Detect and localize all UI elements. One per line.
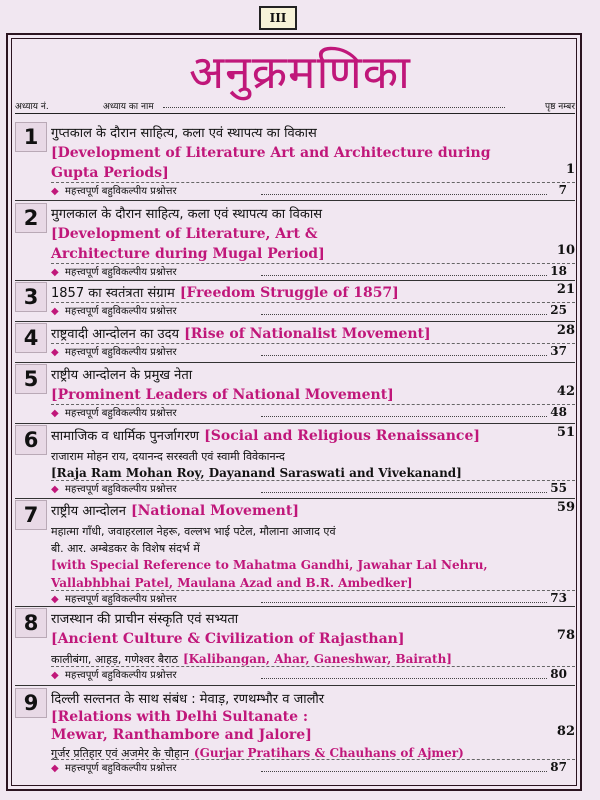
mcq-page: 25 bbox=[550, 303, 567, 317]
chapter-title-english: [Freedom Struggle of 1857] bbox=[179, 285, 399, 301]
subtopic-english: (Gurjar Pratihars & Chauhans of Ajmer) bbox=[193, 746, 464, 760]
divider bbox=[15, 321, 575, 322]
divider bbox=[15, 280, 575, 281]
chapter-title-hindi: गुप्तकाल के दौरान साहित्य, कला एवं स्थापत्य का विकास bbox=[51, 126, 317, 141]
column-header bbox=[15, 99, 575, 114]
chapter-page: 51 bbox=[556, 425, 575, 440]
subtopic-hindi: गुर्जर प्रतिहार एवं अजमेर के चौहान bbox=[51, 747, 189, 760]
header-chapter-no: अध्याय नं. bbox=[15, 102, 49, 112]
chapter-title-english: [Development of Literature, Art & bbox=[51, 226, 318, 242]
chapter-title-english: Mewar, Ranthambore and Jalore] bbox=[51, 727, 312, 743]
chapter-page: 42 bbox=[556, 384, 575, 399]
mcq-row[interactable] bbox=[51, 302, 575, 321]
mcq-page: 55 bbox=[550, 481, 567, 495]
chapter-title-hindi: राष्ट्रीय आन्दोलन bbox=[51, 504, 126, 519]
divider bbox=[15, 200, 575, 201]
diamond-bullet-icon: ◆ bbox=[51, 306, 59, 317]
diamond-bullet-icon: ◆ bbox=[51, 594, 59, 605]
mcq-label: महत्त्वपूर्ण बहुविकल्पीय प्रश्नोत्तर bbox=[65, 670, 177, 681]
chapter-title-hindi: राष्ट्रीय आन्दोलन के प्रमुख नेता bbox=[51, 368, 193, 383]
chapter-title-english: [Development of Literature Art and Architecture during bbox=[51, 145, 491, 161]
chapter-number: 2 bbox=[15, 203, 47, 233]
mcq-page: 87 bbox=[550, 760, 567, 774]
chapter-page: 1 bbox=[565, 162, 575, 177]
mcq-label: महत्त्वपूर्ण बहुविकल्पीय प्रश्नोत्तर bbox=[65, 186, 177, 197]
chapter-number: 1 bbox=[15, 122, 47, 152]
leader-dots bbox=[261, 416, 547, 417]
leader-dots bbox=[261, 771, 547, 772]
subtopic-hindi: बी. आर. अम्बेडकर के विशेष संदर्भ में bbox=[51, 542, 200, 555]
chapter-number: 8 bbox=[15, 608, 47, 638]
chapter-page: 59 bbox=[556, 500, 575, 515]
chapter-number: 4 bbox=[15, 323, 47, 353]
mcq-row[interactable] bbox=[51, 182, 575, 201]
mcq-page: 37 bbox=[550, 344, 567, 358]
divider bbox=[15, 685, 575, 686]
subtopic-english: [with Special Reference to Mahatma Gandhi, Jawahar Lal Nehru, bbox=[51, 558, 488, 572]
header-chapter-name: अध्याय का नाम bbox=[103, 102, 154, 112]
divider bbox=[15, 498, 575, 499]
mcq-label: महत्त्वपूर्ण बहुविकल्पीय प्रश्नोत्तर bbox=[65, 763, 177, 774]
chapter-title-hindi: राष्ट्रवादी आन्दोलन का उदय bbox=[51, 327, 180, 342]
leader-dots bbox=[261, 314, 547, 315]
mcq-page: 73 bbox=[550, 591, 567, 605]
chapter-title-english: [Social and Religious Renaissance] bbox=[204, 428, 480, 444]
mcq-row[interactable] bbox=[51, 759, 575, 778]
chapter-number: 3 bbox=[15, 282, 47, 312]
mcq-page: 18 bbox=[550, 264, 567, 278]
subtopic-english: [Kalibangan, Ahar, Ganeshwar, Bairath] bbox=[182, 652, 452, 666]
mcq-page: 80 bbox=[550, 667, 567, 681]
diamond-bullet-icon: ◆ bbox=[51, 186, 59, 197]
mcq-row[interactable] bbox=[51, 480, 575, 499]
chapter-number: 6 bbox=[15, 425, 47, 455]
divider bbox=[15, 362, 575, 363]
mcq-label: महत्त्वपूर्ण बहुविकल्पीय प्रश्नोत्तर bbox=[65, 484, 177, 495]
chapter-number: 9 bbox=[15, 688, 47, 718]
mcq-page: 7 bbox=[558, 183, 567, 197]
diamond-bullet-icon: ◆ bbox=[51, 484, 59, 495]
leader-dots bbox=[261, 355, 547, 356]
chapter-title-hindi: मुगलकाल के दौरान साहित्य, कला एवं स्थापत्य का विकास bbox=[51, 207, 322, 222]
chapter-page: 82 bbox=[556, 724, 575, 739]
mcq-label: महत्त्वपूर्ण बहुविकल्पीय प्रश्नोत्तर bbox=[65, 347, 177, 358]
chapter-title-english: [Rise of Nationalist Movement] bbox=[184, 326, 431, 342]
chapter-title-hindi: राजस्थान की प्राचीन संस्कृति एवं सभ्यता bbox=[51, 612, 239, 627]
chapter-title-english: Gupta Periods] bbox=[51, 165, 169, 181]
header-leader bbox=[163, 107, 505, 108]
mcq-row[interactable] bbox=[51, 666, 575, 685]
chapter-number: 5 bbox=[15, 364, 47, 394]
chapter-number: 7 bbox=[15, 500, 47, 530]
leader-dots bbox=[261, 275, 547, 276]
chapter-title-english: [Ancient Culture & Civilization of Rajasthan] bbox=[51, 631, 405, 647]
mcq-page: 48 bbox=[550, 405, 567, 419]
leader-dots bbox=[261, 678, 547, 679]
mcq-label: महत्त्वपूर्ण बहुविकल्पीय प्रश्नोत्तर bbox=[65, 267, 177, 278]
leader-dots bbox=[261, 602, 547, 603]
header-page-col: पृष्ठ नम्बर bbox=[544, 102, 575, 112]
subtopic-hindi: महात्मा गाँधी, जवाहरलाल नेहरू, वल्लभ भाई पटेल, मौलाना आजाद एवं bbox=[51, 525, 336, 538]
diamond-bullet-icon: ◆ bbox=[51, 267, 59, 278]
chapter-title-hindi: दिल्ली सल्तनत के साथ संबंध : मेवाड़, रणथम्भौर व जालौर bbox=[51, 692, 325, 707]
divider bbox=[15, 423, 575, 424]
subtopic-hindi: कालीबंगा, आहड़, गणेश्वर बैराठ bbox=[51, 653, 178, 666]
diamond-bullet-icon: ◆ bbox=[51, 763, 59, 774]
mcq-label: महत्त्वपूर्ण बहुविकल्पीय प्रश्नोत्तर bbox=[65, 594, 177, 605]
subtopic-hindi: राजाराम मोहन राय, दयानन्द सरस्वती एवं स्वामी विवेकानन्द bbox=[51, 450, 285, 463]
chapter-title-hindi: 1857 का स्वतंत्रता संग्राम bbox=[51, 286, 175, 301]
leader-dots bbox=[261, 492, 547, 493]
divider bbox=[15, 606, 575, 607]
chapter-page: 28 bbox=[556, 323, 575, 338]
subtopic-english: Vallabhbhai Patel, Maulana Azad and B.R. Ambedker] bbox=[51, 576, 413, 590]
mcq-row[interactable] bbox=[51, 404, 575, 423]
leader-dots bbox=[261, 194, 547, 195]
page-number: III bbox=[259, 6, 297, 30]
diamond-bullet-icon: ◆ bbox=[51, 408, 59, 419]
chapter-title-english: [Relations with Delhi Sultanate : bbox=[51, 709, 309, 725]
page-title: अनुक्रमणिका bbox=[189, 45, 411, 99]
chapter-title-hindi: सामाजिक व धार्मिक पुनर्जागरण bbox=[51, 429, 200, 444]
chapter-page: 78 bbox=[556, 628, 575, 643]
mcq-label: महत्त्वपूर्ण बहुविकल्पीय प्रश्नोत्तर bbox=[65, 408, 177, 419]
diamond-bullet-icon: ◆ bbox=[51, 670, 59, 681]
chapter-page: 10 bbox=[556, 243, 575, 258]
chapter-title-english: [National Movement] bbox=[131, 503, 299, 519]
mcq-row[interactable] bbox=[51, 343, 575, 362]
mcq-label: महत्त्वपूर्ण बहुविकल्पीय प्रश्नोत्तर bbox=[65, 306, 177, 317]
diamond-bullet-icon: ◆ bbox=[51, 347, 59, 358]
chapter-title-english: [Prominent Leaders of National Movement] bbox=[51, 387, 394, 403]
subtopic-english: [Raja Ram Mohan Roy, Dayanand Saraswati and Vivekanand] bbox=[51, 466, 462, 480]
chapter-title-english: Architecture during Mugal Period] bbox=[51, 246, 325, 262]
chapter-page: 21 bbox=[556, 282, 575, 297]
